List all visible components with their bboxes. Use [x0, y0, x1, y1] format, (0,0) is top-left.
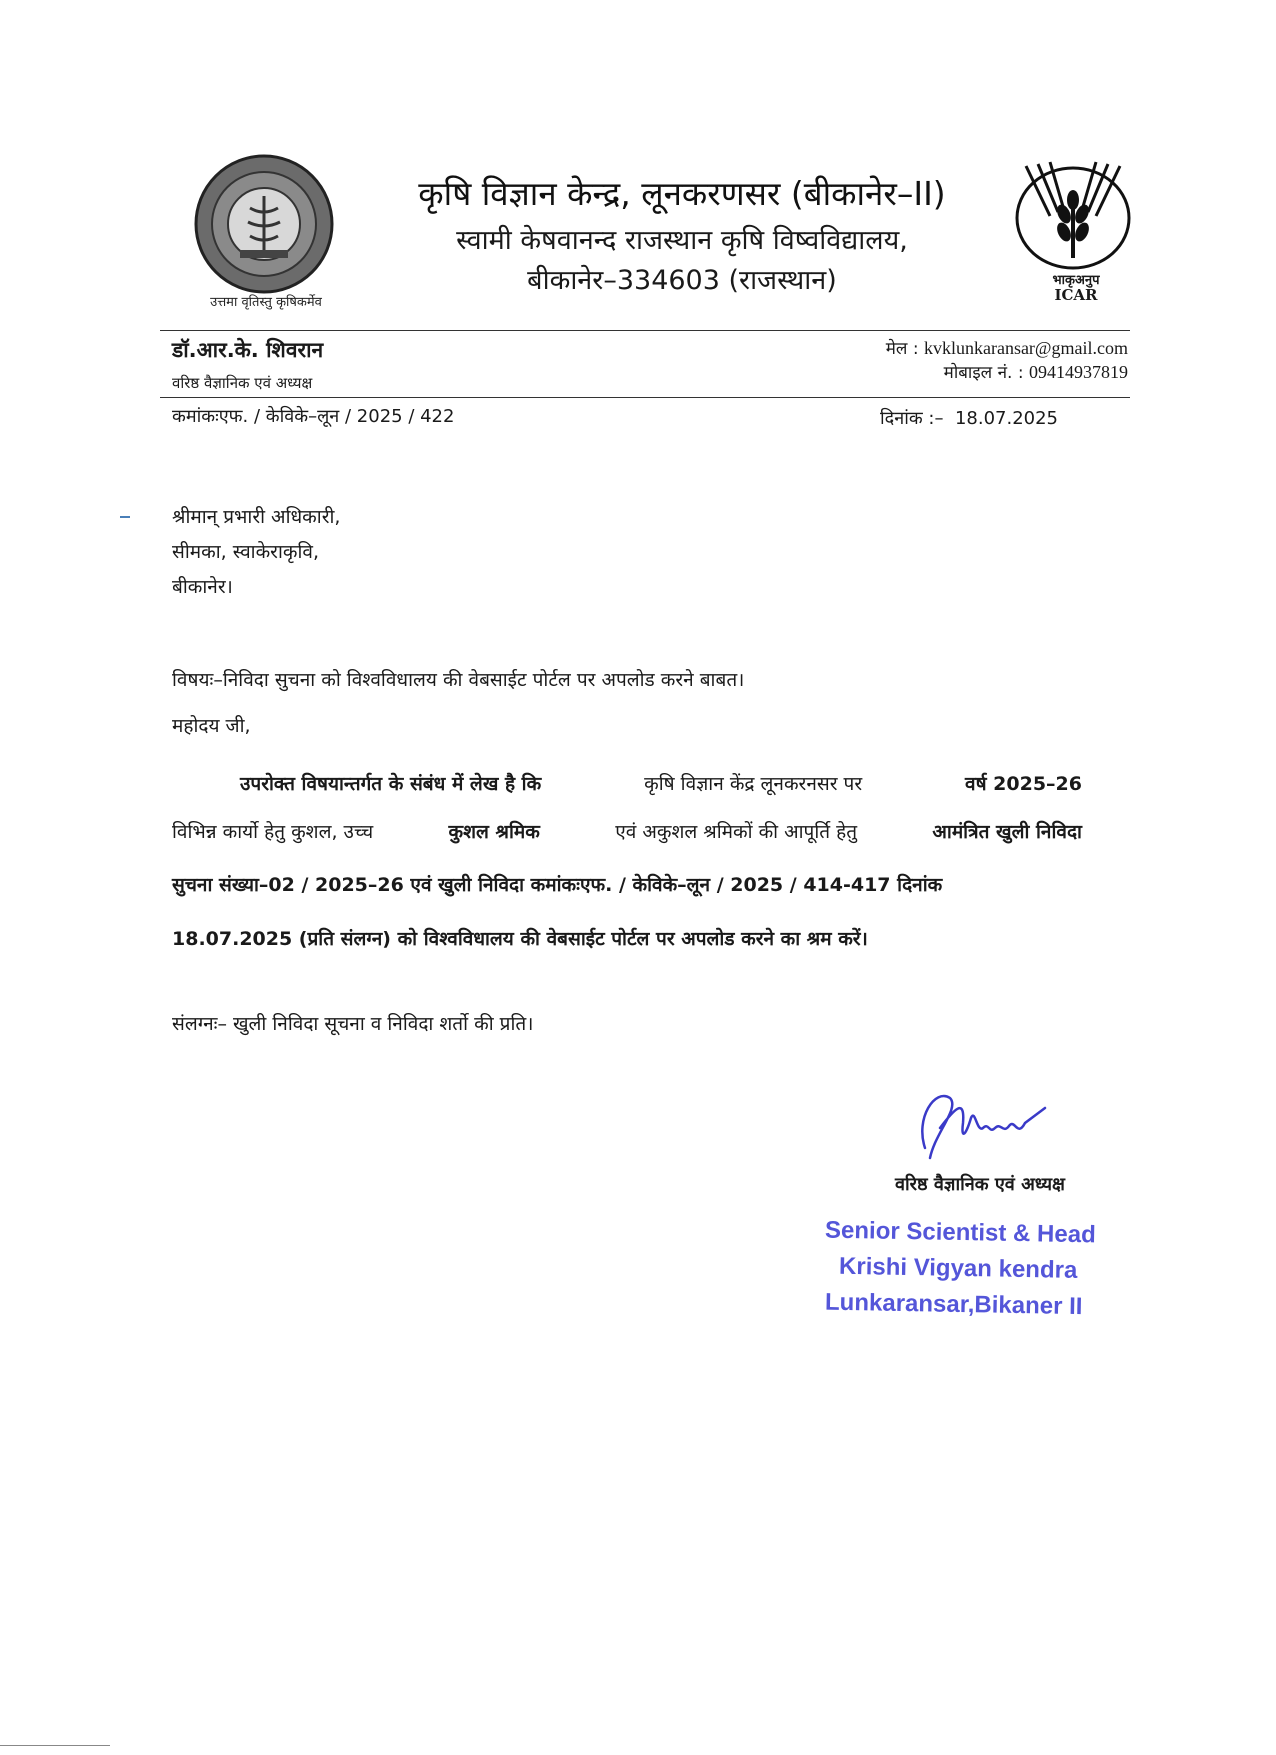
contact-divider — [160, 397, 1130, 398]
email-value: kvklunkaransar@gmail.com — [923, 338, 1128, 358]
header-divider — [160, 330, 1130, 331]
body-text: एवं अकुशल श्रमिकों की आपूर्ति हेतु — [615, 821, 858, 843]
reference-number: कमांकःएफ. / केविके–लून / 2025 / 422 — [172, 406, 455, 427]
attachment-note: संलग्नः– खुली निविदा सूचना व निविदा शर्तो की प्रति। — [172, 1013, 534, 1035]
body-paragraph-line: सुचना संख्या–02 / 2025–26 एवं खुली निविदा कमांकःएफ. / केविके–लून / 2025 / 414-417 दिनांक — [172, 874, 943, 896]
mobile-label: मोबाइल नं. : — [943, 363, 1029, 383]
body-paragraph-line — [172, 818, 1082, 844]
university-address: बीकानेर–334603 (राजस्थान) — [527, 265, 837, 296]
icar-hindi-label: भाकृअनुप — [1052, 273, 1100, 288]
university-name: स्वामी केषवानन्द राजस्थान कृषि विष्वविद्यालय, — [456, 225, 908, 256]
official-stamp — [825, 1215, 1096, 1323]
body-paragraph-line — [240, 770, 1082, 796]
officer-title: वरिष्ठ वैज्ञानिक एवं अध्यक्ष — [172, 374, 313, 392]
date-label: दिनांक :– — [880, 408, 944, 429]
scan-edge-mark — [0, 1745, 110, 1746]
email-label: मेल : — [885, 339, 924, 359]
seal-motto: उत्तमा वृतिस्तु कृषिकर्मेव — [210, 295, 322, 310]
body-text: कृषि विज्ञान केंद्र लूनकरनसर पर — [644, 773, 863, 795]
handwritten-signature — [905, 1078, 1055, 1168]
body-text: विभिन्न कार्यो हेतु कुशल, उच्च — [172, 821, 374, 843]
margin-mark — [120, 516, 130, 518]
icar-english-label: ICAR — [1054, 286, 1098, 304]
addressee-line: सीमका, स्वाकेराकृवि, — [172, 541, 319, 563]
mobile-value: 09414937819 — [1029, 362, 1128, 382]
body-text-bold: वर्ष 2025–26 — [965, 773, 1082, 795]
body-text-bold: कुशल श्रमिक — [448, 821, 540, 843]
subject-line: विषयः–निविदा सुचना को विश्वविधालय की वेबसाईट पोर्टल पर अपलोड करने बाबत। — [172, 669, 745, 691]
stamp-line: Lunkaransar,Bikaner II — [824, 1288, 1083, 1321]
contact-mobile — [944, 360, 1128, 383]
university-seal-logo — [180, 152, 348, 312]
signatory-title: वरिष्ठ वैज्ञानिक एवं अध्यक्ष — [895, 1174, 1065, 1195]
body-paragraph-line: 18.07.2025 (प्रति संलग्न) को विश्वविधालय की वेबसाईट पोर्टल पर अपलोड करने का श्रम करें। — [172, 928, 868, 950]
body-text-bold: आमंत्रित खुली निविदा — [932, 821, 1082, 843]
addressee-line: बीकानेर। — [172, 576, 233, 598]
reference-date — [880, 406, 1058, 430]
addressee-line: श्रीमान् प्रभारी अधिकारी, — [172, 506, 341, 528]
salutation: महोदय जी, — [172, 715, 251, 737]
stamp-line: Senior Scientist & Head — [824, 1216, 1096, 1249]
date-value: 18.07.2025 — [954, 408, 1058, 429]
officer-name: डॉ.आर.के. शिवरान — [172, 338, 324, 362]
stamp-line: Krishi Vigyan kendra — [838, 1252, 1078, 1284]
body-text-bold: उपरोक्त विषयान्तर्गत के संबंध में लेख है कि — [240, 773, 542, 795]
org-name: कृषि विज्ञान केन्द्र, लूनकरणसर (बीकानेर–II) — [418, 174, 946, 213]
contact-email — [886, 336, 1128, 359]
